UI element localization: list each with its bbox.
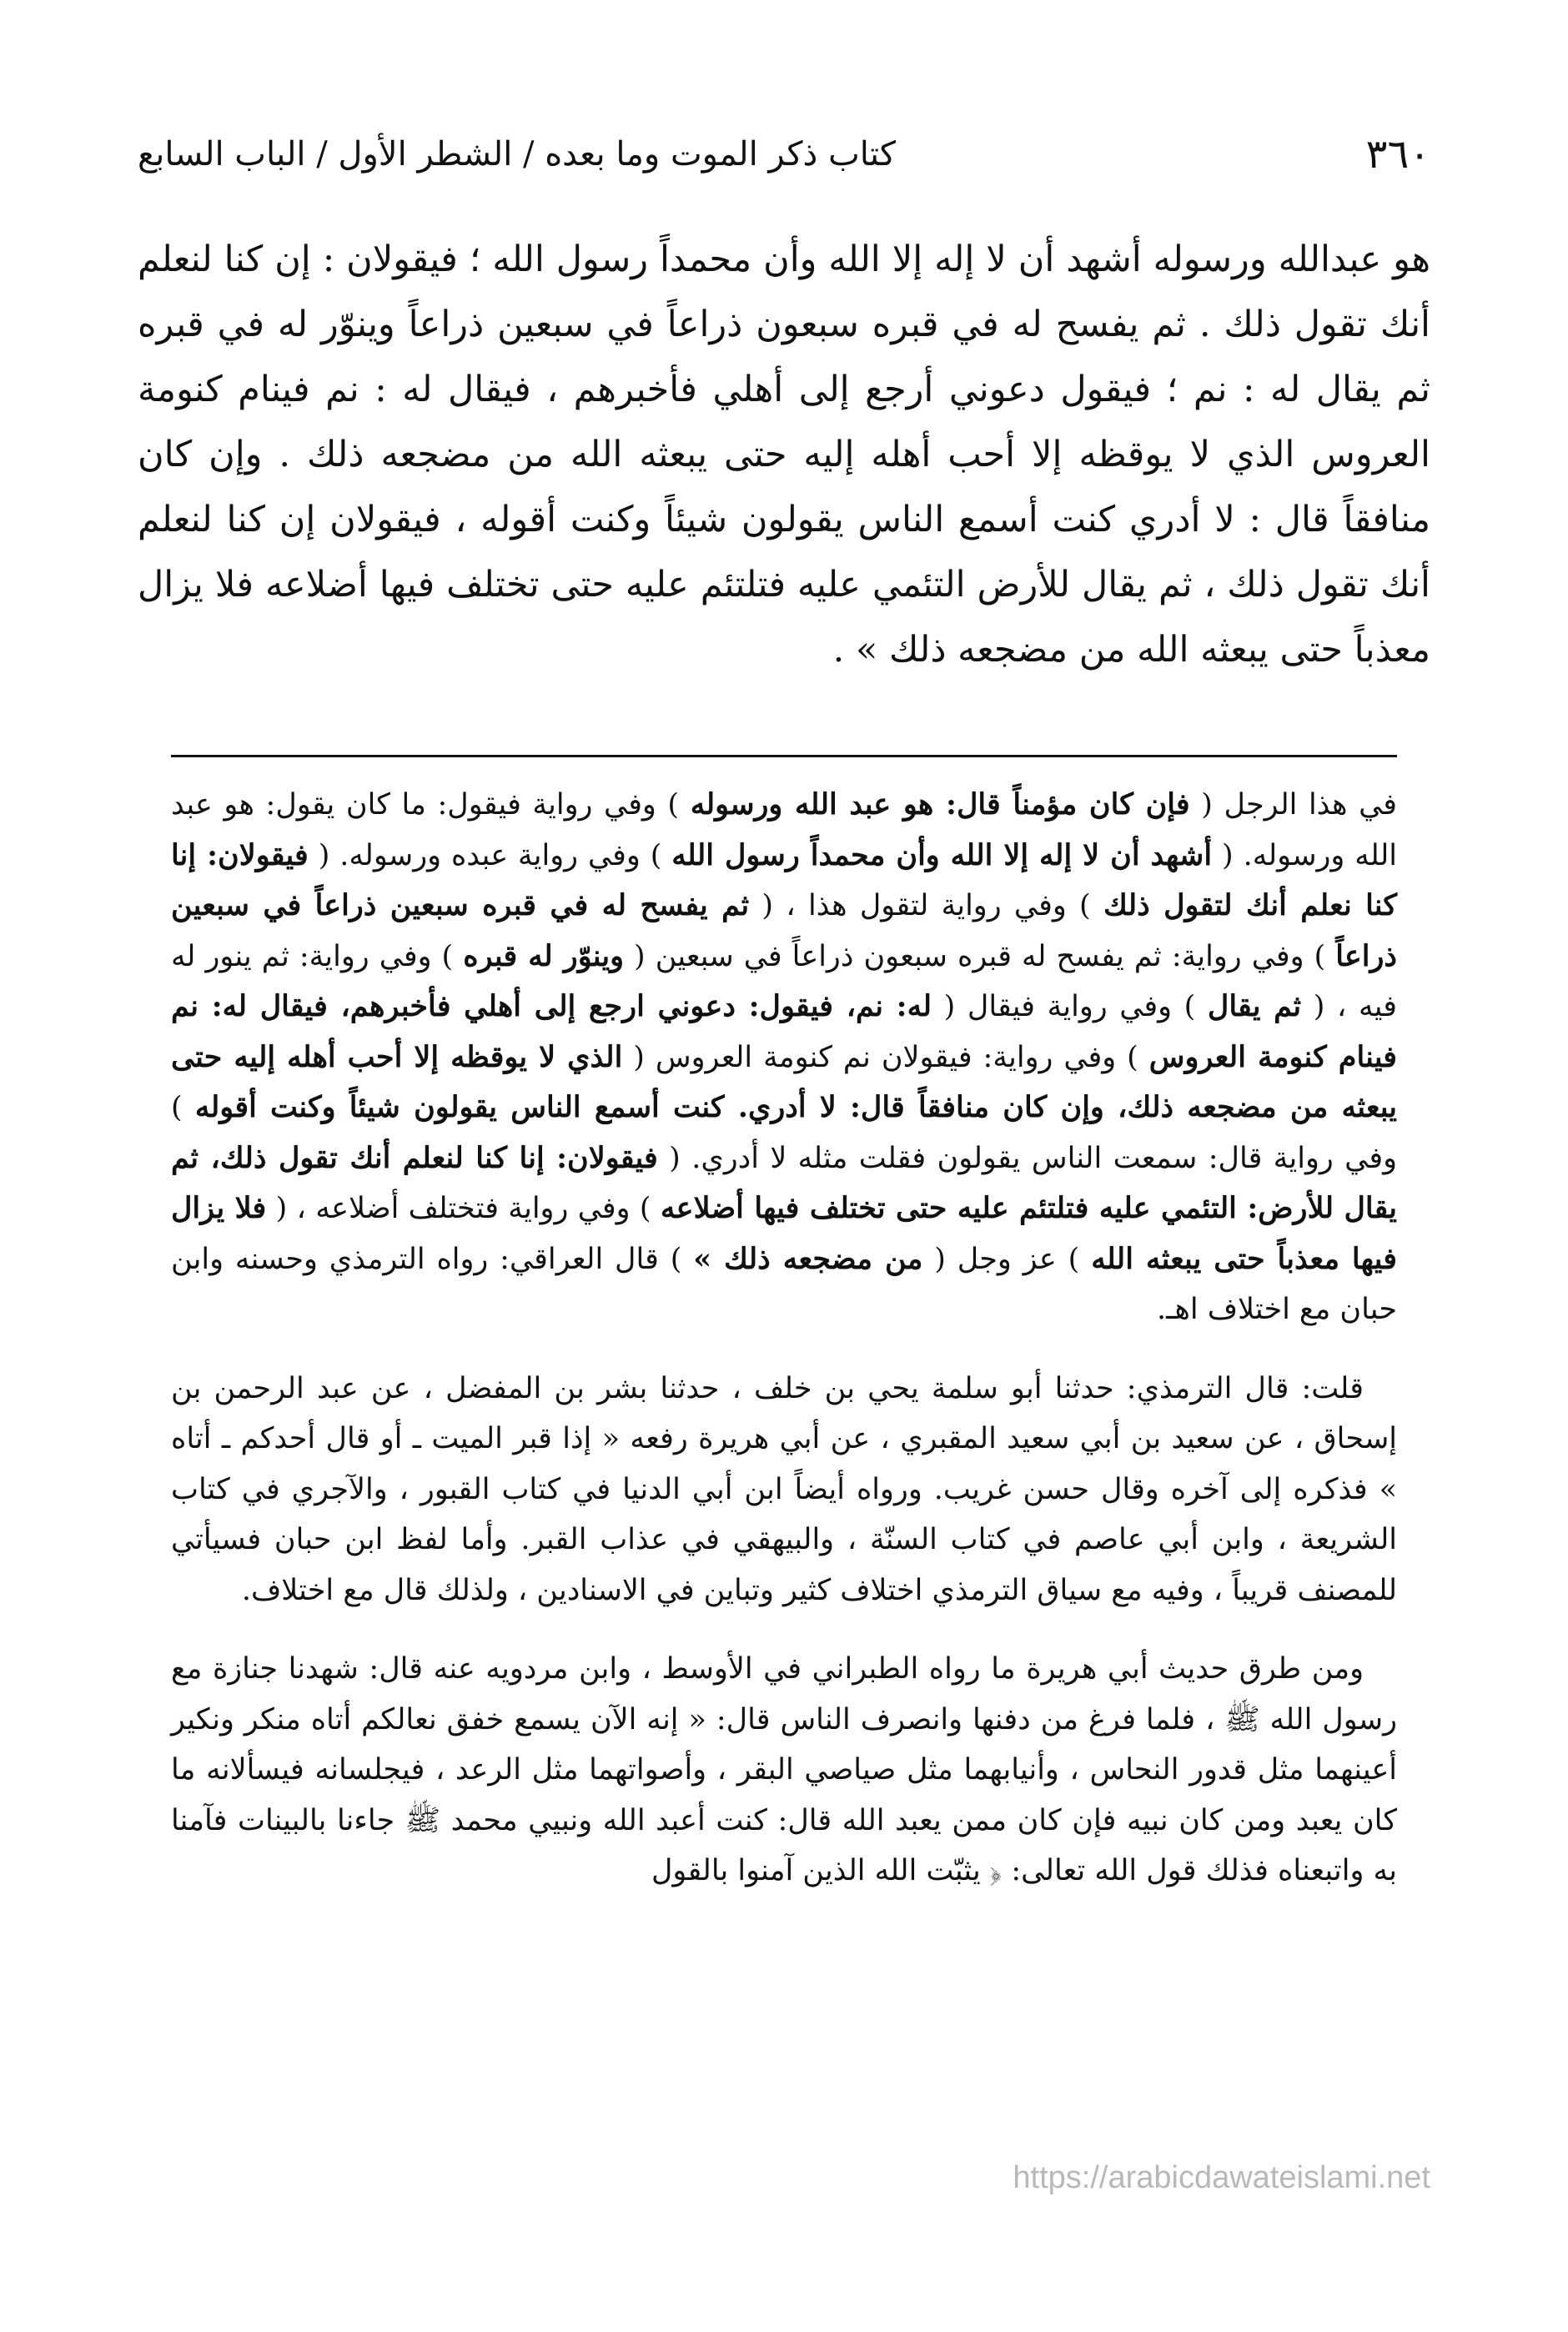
- commentary-paragraph: [171, 1644, 1397, 1897]
- quoted-matn-segment: له: نم، فيقول: دعوني ارجع إلى أهلي فأخبرهم، فيقال له: نم فينام كنومة العروس: [171, 989, 1397, 1074]
- commentary-segment: ومن طرق حديث أبي هريرة ما رواه الطبراني في الأوسط ، وابن مردويه عنه قال: شهدنا جنازة مع رسول الله ﷺ ، فلما فرغ من دفنها وانصرف الناس قال: « إنه الآن يسمع خفق نعالكم أتاه منكر ونكير أعينهما مثل قدور النحاس ، وأنيابهما مثل صياصي البقر ، وأصواتهما مثل الرعد ، فيجلسانه فيسألانه ما كان يعبد ومن كان نبيه فإن كان ممن يعبد الله قال: كنت أعبد الله ونبيي محمد ﷺ جاءنا بالبينات فآمنا به واتبعناه فذلك قول الله تعالى: ﴿ يثبّت الله الذين آمنوا بالقول: [171, 1652, 1398, 1887]
- commentary-segment: ) وفي رواية فيقال (: [932, 990, 1208, 1023]
- page-header: [138, 125, 1430, 183]
- footnote-divider: [171, 755, 1397, 757]
- quoted-matn-segment: من مضجعه ذلك »: [693, 1241, 923, 1276]
- commentary-segment: قلت: قال الترمذي: حدثنا أبو سلمة يحي بن خلف ، حدثنا بشر بن المفضل ، عن عبد الرحمن بن إسحاق ، عن سعيد بن أبي سعيد المقبري ، عن أبي هريرة رفعه « إذا قبر الميت ـ أو قال أحدكم ـ أتاه » فذكره إلى آخره وقال حسن غريب. ورواه أيضاً ابن أبي الدنيا في كتاب القبور ، والآجري في كتاب الشريعة ، وابن أبي عاصم في كتاب السنّة ، والبيهقي في عذاب القبر. وأما لفظ ابن حبان فسيأتي للمصنف قريباً ، وفيه مع سياق الترمذي اختلاف كثير وتباين في الاسنادين ، ولذلك قال مع اختلاف.: [171, 1371, 1397, 1607]
- page-number: ٣٦٠: [1365, 131, 1430, 178]
- commentary-segment: ) وفي رواية لتقول هذا ، (: [749, 889, 1103, 922]
- quoted-matn-segment: أشهد أن لا إله إلا الله وأن محمداً رسول الله: [671, 837, 1213, 872]
- main-paragraph: هو عبدالله ورسوله أشهد أن لا إله إلا الله وأن محمداً رسول الله ؛ فيقولان : إن كنا لنعلم أنك تقول ذلك . ثم يفسح له في قبره سبعون ذراعاً في سبعين ذراعاً وينوّر له في قبره ثم يقال له : نم ؛ فيقول دعوني أرجع إلى أهلي فأخبرهم ، فيقال له : نم فينام كنومة العروس الذي لا يوقظه إلا أحب أهله إليه حتى يبعثه الله من مضجعه ذلك . وإن كان منافقاً قال : لا أدري كنت أسمع الناس يقولون شيئاً وكنت أقوله ، فيقولان إن كنا لنعلم أنك تقول ذلك ، ثم يقال للأرض التئمي عليه فتلتئم عليه حتى تختلف فيها أضلاعه فلا يزال معذباً حتى يبعثه الله من مضجعه ذلك » .: [138, 239, 1430, 671]
- commentary-segment: ) وفي رواية فيقول: ما كان يقول: هو عبد الله ورسوله. (: [171, 788, 1397, 872]
- commentary-segment: ) عز وجل (: [922, 1242, 1092, 1276]
- commentary-segment: في هذا الرجل (: [1189, 788, 1397, 822]
- commentary-segment: ) وفي رواية: فيقولان نم كنومة العروس (: [622, 1040, 1149, 1074]
- quoted-matn-segment: ثم يقال: [1207, 989, 1302, 1023]
- quoted-matn-segment: وينوّر له قبره: [463, 938, 624, 973]
- quoted-matn-segment: فإن كان مؤمناً قال: هو عبد الله ورسوله: [690, 787, 1190, 822]
- commentary-segment: ) وفي رواية: ثم ينور له فيه ، (: [171, 939, 1397, 1023]
- quoted-matn-segment: ثم يفسح له في قبره سبعين ذراعاً في سبعين ذراعاً: [171, 888, 1397, 973]
- quoted-matn-segment: فلا يزال فيها معذباً حتى يبعثه الله: [171, 1191, 1397, 1276]
- main-text: [138, 227, 1430, 682]
- commentary-paragraph: [171, 1364, 1397, 1616]
- commentary-section: [171, 780, 1397, 1897]
- commentary-segment: ) وفي رواية: ثم يفسح له قبره سبعون ذراعاً في سبعين (: [623, 939, 1336, 973]
- commentary-segment: ) وفي رواية عبده ورسوله. (: [308, 838, 672, 872]
- commentary-segment: ) وفي رواية فتختلف أضلاعه ، (: [266, 1192, 661, 1225]
- quoted-matn-segment: فيقولان: إنا كنا لنعلم أنك تقول ذلك، ثم يقال للأرض: التئمي عليه فتلتئم عليه حتى تختلف فيها أضلاعه: [171, 1140, 1397, 1225]
- site-watermark: https://arabicdawateislami.net: [1013, 2160, 1430, 2195]
- commentary-segment: ) وفي رواية قال: سمعت الناس يقولون فقلت مثله لا أدري. (: [171, 1091, 1397, 1175]
- quoted-matn-segment: فيقولان: إنا كنا نعلم أنك لتقول ذلك: [171, 837, 1397, 922]
- running-title: كتاب ذكر الموت وما بعده / الشطر الأول / الباب السابع: [138, 135, 897, 173]
- commentary-paragraph: [171, 780, 1397, 1335]
- commentary-segment: ) قال العراقي: رواه الترمذي وحسنه وابن حبان مع اختلاف اهـ.: [171, 1242, 1397, 1326]
- quoted-matn-segment: الذي لا يوقظه إلا أحب أهله إليه حتى يبعثه من مضجعه ذلك، وإن كان منافقاً قال: لا أدري. كنت أسمع الناس يقولون شيئاً وكنت أقوله: [171, 1039, 1398, 1124]
